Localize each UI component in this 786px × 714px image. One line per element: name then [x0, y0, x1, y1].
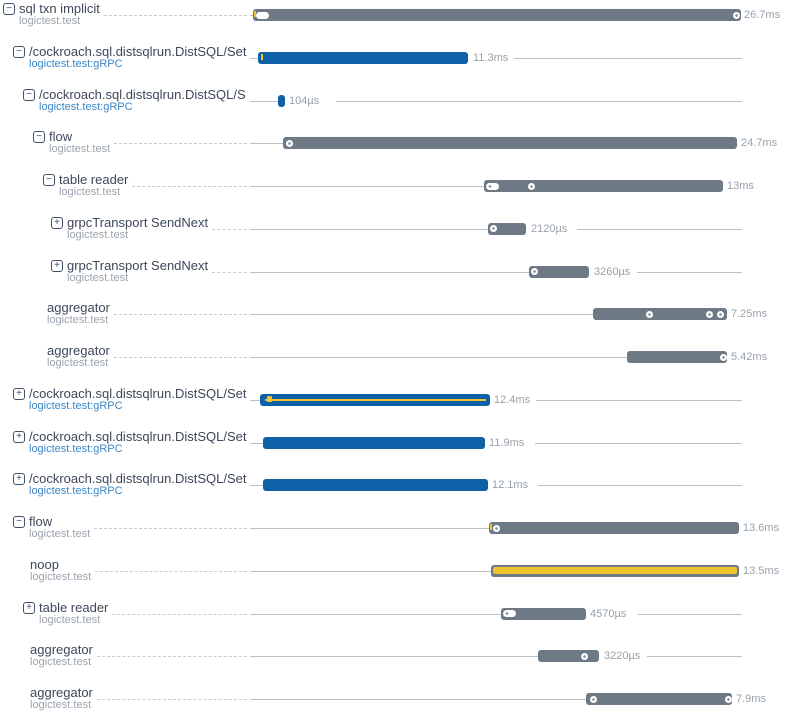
span-text [47, 344, 110, 369]
event-marker [720, 354, 727, 361]
span-title: /cockroach.sql.distsqlrun.DistSQL/Set [29, 428, 247, 444]
collapse-icon[interactable]: − [13, 516, 25, 528]
span-text [49, 130, 110, 155]
span-label-area [0, 45, 250, 70]
span-title: aggregator [30, 685, 93, 700]
span-label-area [0, 344, 250, 369]
span-duration: 13ms [727, 180, 754, 192]
leader-line [250, 528, 489, 529]
trace-list [0, 1, 786, 714]
event-marker [706, 311, 713, 318]
span-title: table reader [59, 172, 129, 187]
span-duration: 4570µs [590, 607, 627, 620]
span-subtitle: logictest.test [49, 143, 111, 156]
span-duration: 7.25ms [731, 308, 768, 321]
trace-row [0, 514, 786, 557]
span-title: sql txn implicit [19, 1, 100, 16]
span-duration: 5.42ms [731, 351, 768, 363]
span-label-area [0, 301, 250, 326]
trailing-line [577, 229, 742, 230]
trailing-line [638, 614, 742, 615]
trailing-line [514, 58, 742, 59]
span-bar[interactable] [260, 394, 490, 406]
span-bar[interactable] [538, 650, 599, 662]
event-marker [531, 268, 538, 275]
trace-row [0, 300, 786, 343]
trailing-line [536, 400, 742, 401]
span-title: flow [49, 129, 73, 145]
span-duration: 3260µs [594, 265, 631, 278]
span-title: aggregator [47, 343, 110, 358]
span-bar[interactable] [278, 95, 285, 107]
expand-icon[interactable]: + [23, 602, 35, 614]
span-label-area [0, 2, 250, 27]
span-title: table reader [39, 599, 109, 615]
dashed-leader-line [132, 173, 247, 187]
leader-line [250, 656, 538, 657]
dashed-leader-line [94, 515, 247, 529]
trace-row [0, 685, 786, 714]
trace-row [0, 129, 786, 172]
trace-row [0, 642, 786, 685]
trace-row [0, 429, 786, 472]
dashed-leader-line [112, 601, 247, 615]
span-bar[interactable] [586, 693, 732, 705]
leader-line [250, 699, 586, 700]
event-marker [717, 311, 724, 318]
span-label-area [0, 515, 250, 540]
trace-row [0, 172, 786, 215]
span-duration: 24.7ms [741, 137, 778, 150]
span-text [29, 45, 246, 70]
span-bar[interactable] [489, 522, 739, 534]
span-text [67, 216, 208, 241]
span-title: aggregator [47, 300, 110, 316]
collapse-icon[interactable]: − [13, 46, 25, 58]
span-bar[interactable] [491, 565, 739, 577]
leader-line [250, 186, 484, 187]
dashed-leader-line [212, 259, 247, 273]
event-marker [256, 12, 269, 19]
event-marker [486, 183, 499, 190]
dashed-leader-line [212, 216, 247, 230]
span-title: flow [29, 514, 53, 529]
leader-line [250, 614, 501, 615]
span-duration: 3220µs [604, 650, 641, 663]
event-marker-yellow [490, 524, 492, 530]
span-duration: 11.3ms [473, 51, 509, 64]
span-bar[interactable] [253, 9, 741, 21]
trace-row [0, 600, 786, 643]
span-subtitle: logictest.test:gRPC [39, 100, 133, 113]
span-subtitle: logictest.test:gRPC [29, 399, 123, 412]
span-label-area [0, 387, 250, 412]
event-marker [725, 696, 732, 703]
event-marker [581, 653, 588, 660]
highlight-stripe [265, 399, 486, 401]
leader-line [250, 272, 529, 273]
span-subtitle: logictest.test [29, 528, 91, 540]
event-marker [528, 183, 535, 190]
trace-row [0, 1, 786, 44]
dashed-leader-line [97, 643, 247, 657]
event-marker [646, 311, 653, 318]
span-subtitle: logictest.test [67, 271, 129, 284]
span-title: /cockroach.sql.distsqlrun.DistSQL/S [39, 86, 246, 102]
span-subtitle: logictest.test [30, 699, 92, 711]
trace-row [0, 343, 786, 386]
leader-line [250, 443, 263, 444]
leader-line [250, 485, 263, 486]
trailing-line [647, 656, 742, 657]
leader-line [250, 314, 593, 315]
span-duration: 7.9ms [736, 693, 766, 705]
span-text [39, 88, 246, 113]
span-subtitle: logictest.test [30, 656, 92, 669]
span-subtitle: logictest.test [59, 186, 121, 198]
span-bar[interactable] [263, 479, 488, 491]
trace-row [0, 44, 786, 87]
event-marker [733, 12, 740, 19]
leader-line [250, 571, 491, 572]
span-label-area [0, 430, 250, 455]
span-subtitle: logictest.test:gRPC [29, 485, 123, 498]
event-marker [590, 696, 597, 703]
leader-line [250, 143, 283, 144]
expand-icon[interactable]: + [51, 260, 63, 272]
span-duration: 13.6ms [743, 522, 780, 534]
span-bar[interactable] [484, 180, 723, 192]
leader-line [250, 400, 260, 401]
span-duration: 2120µs [531, 222, 568, 235]
leader-line [250, 101, 278, 102]
span-duration: 12.4ms [494, 393, 531, 406]
collapse-icon[interactable]: − [23, 89, 35, 101]
span-label-area [0, 558, 250, 583]
span-subtitle: logictest.test:gRPC [29, 442, 123, 455]
trace-row [0, 87, 786, 130]
span-bar[interactable] [283, 137, 737, 149]
span-text [30, 558, 91, 583]
collapse-icon[interactable]: − [33, 131, 45, 143]
event-marker-yellow [267, 396, 272, 402]
span-title: grpcTransport SendNext [67, 214, 209, 230]
span-title: /cockroach.sql.distsqlrun.DistSQL/Set [29, 43, 247, 59]
span-label-area [0, 643, 250, 668]
span-duration: 26.7ms [744, 9, 781, 21]
dashed-leader-line [114, 130, 247, 144]
span-text [59, 173, 128, 198]
event-marker [493, 525, 500, 532]
span-bar[interactable] [627, 351, 727, 363]
span-bar[interactable] [529, 266, 589, 278]
trace-row [0, 258, 786, 301]
span-title: grpcTransport SendNext [67, 257, 209, 273]
span-text [29, 515, 90, 540]
trailing-line [538, 485, 742, 486]
span-subtitle: logictest.test:gRPC [29, 57, 123, 70]
span-subtitle: logictest.test [39, 613, 101, 626]
trace-row [0, 386, 786, 429]
leader-line [250, 229, 488, 230]
span-title: aggregator [30, 642, 93, 658]
dashed-leader-line [114, 301, 247, 315]
span-text [19, 2, 100, 27]
span-label-area [0, 173, 250, 198]
span-subtitle: logictest.test [47, 314, 109, 327]
collapse-icon[interactable]: − [3, 3, 15, 15]
dashed-leader-line [104, 2, 247, 16]
span-title: /cockroach.sql.distsqlrun.DistSQL/Set [29, 385, 247, 401]
span-text [67, 259, 208, 284]
span-text [29, 430, 246, 455]
span-subtitle: logictest.test [19, 15, 81, 27]
span-title: noop [30, 556, 59, 572]
span-text [47, 301, 110, 326]
span-text [29, 472, 246, 497]
event-marker [503, 610, 516, 617]
span-subtitle: logictest.test [30, 570, 92, 583]
span-title: /cockroach.sql.distsqlrun.DistSQL/Set [29, 471, 247, 487]
span-label-area [0, 88, 250, 113]
dashed-leader-line [97, 686, 247, 700]
span-subtitle: logictest.test [67, 228, 129, 241]
dashed-leader-line [95, 558, 247, 572]
span-text [30, 686, 93, 711]
span-text [39, 601, 108, 626]
expand-icon[interactable]: + [13, 431, 25, 443]
span-subtitle: logictest.test [47, 357, 109, 369]
trailing-line [336, 101, 742, 102]
trace-row [0, 215, 786, 258]
trace-row [0, 557, 786, 600]
span-label-area [0, 216, 250, 241]
expand-icon[interactable]: + [51, 217, 63, 229]
span-label-area [0, 601, 250, 626]
dashed-leader-line [114, 344, 247, 358]
span-label-area [0, 472, 250, 497]
span-bar[interactable] [263, 437, 485, 449]
expand-icon[interactable]: + [13, 388, 25, 400]
span-duration: 12.1ms [492, 479, 529, 492]
trailing-line [637, 272, 742, 273]
span-text [30, 643, 93, 668]
span-bar[interactable] [258, 52, 468, 64]
event-marker-yellow [261, 54, 263, 60]
event-marker [286, 140, 293, 147]
leader-line [250, 58, 258, 59]
collapse-icon[interactable]: − [43, 174, 55, 186]
span-duration: 104µs [289, 94, 320, 107]
trace-row [0, 471, 786, 514]
span-duration: 11.9ms [489, 436, 525, 449]
span-duration: 13.5ms [743, 564, 780, 577]
span-label-area [0, 259, 250, 284]
span-label-area [0, 130, 250, 155]
span-label-area [0, 686, 250, 711]
expand-icon[interactable]: + [13, 473, 25, 485]
highlight-stripe [493, 567, 737, 574]
leader-line [250, 357, 627, 358]
span-text [29, 387, 246, 412]
trailing-line [535, 443, 742, 444]
